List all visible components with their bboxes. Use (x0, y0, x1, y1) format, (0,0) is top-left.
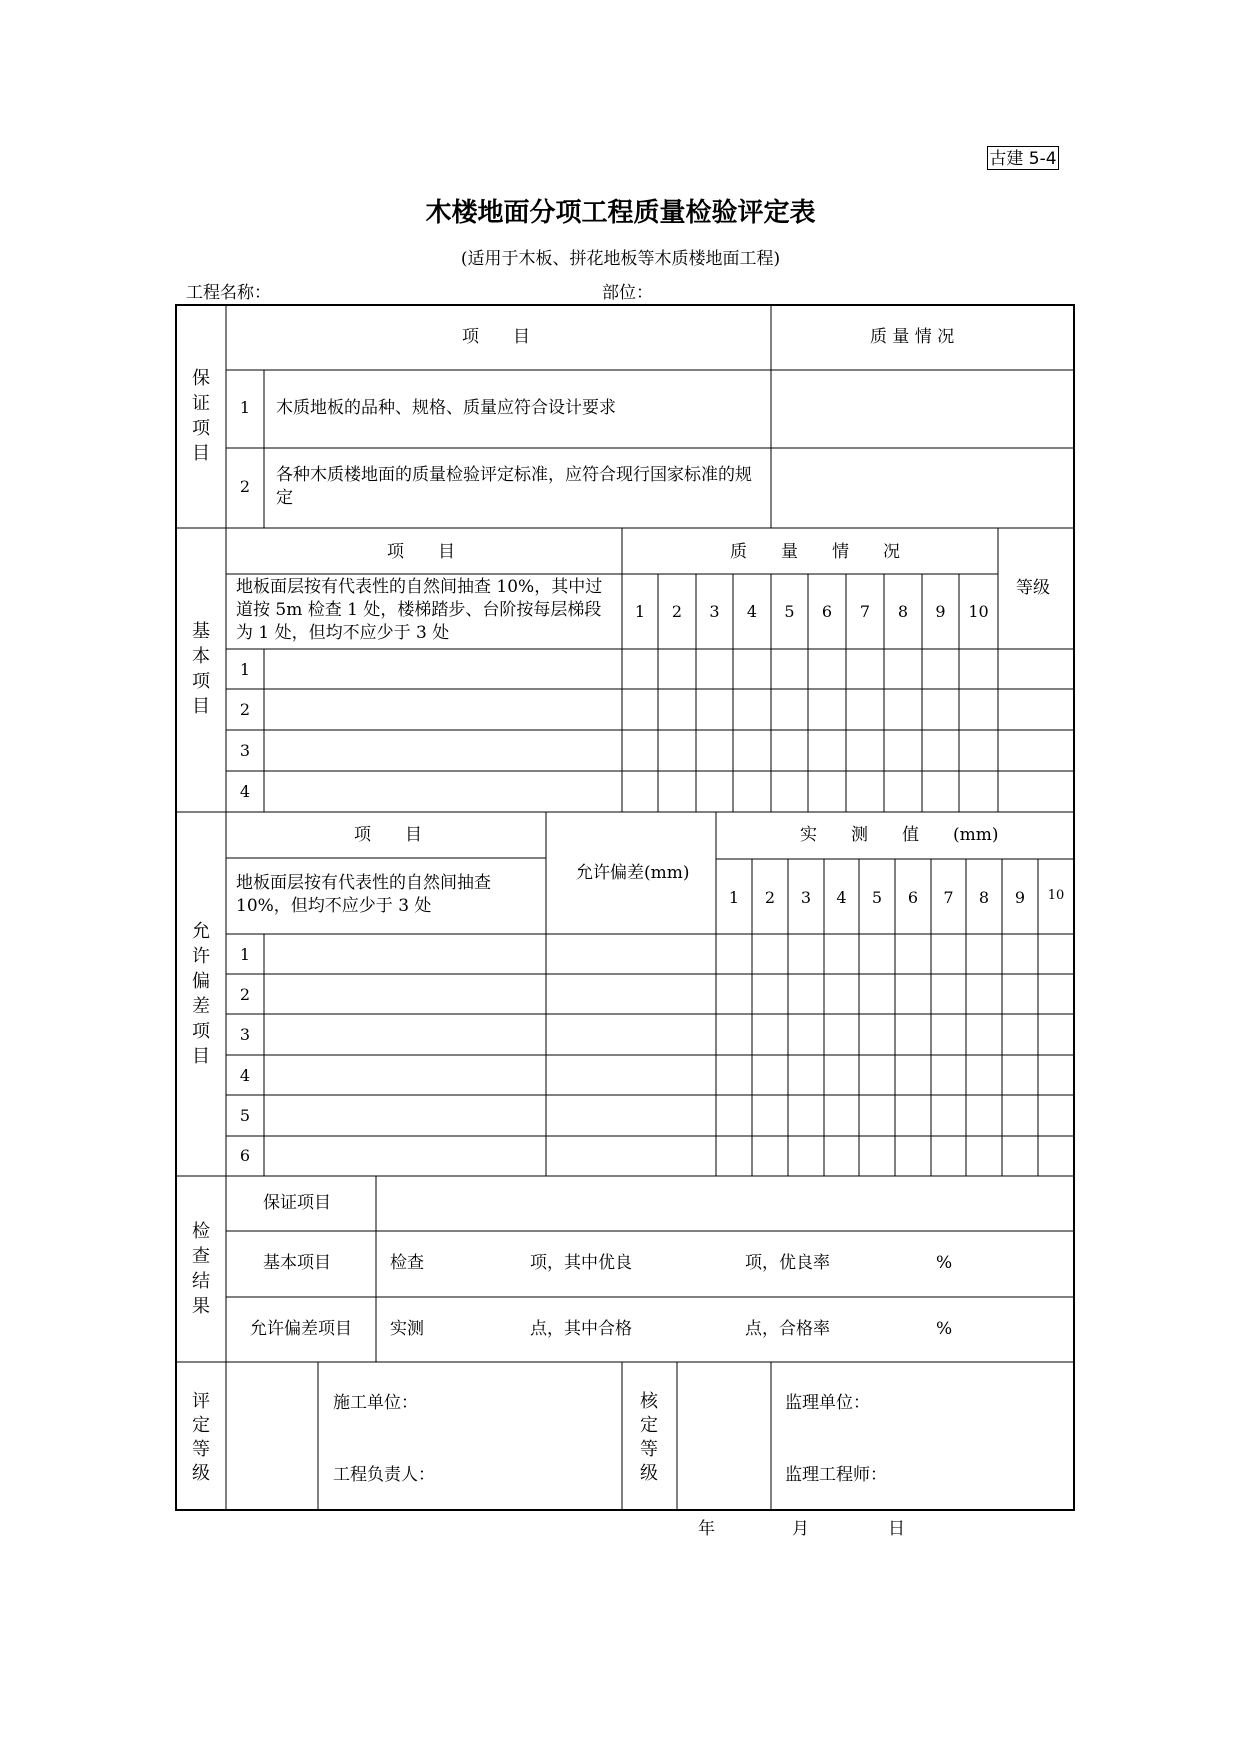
result-basic-label: 基本项目 (263, 1253, 331, 1273)
basic-side-char: 目 (192, 696, 210, 717)
deviation-col-number: 6 (907, 888, 919, 907)
guarantee-header-quality: 质 量 情 况 (870, 327, 955, 347)
deviation-side-char: 项 (192, 1021, 210, 1042)
evaluation-side-char: 级 (192, 1463, 210, 1484)
basic-col-number: 3 (709, 602, 720, 621)
guarantee-item-no: 2 (239, 477, 251, 496)
supervision-engineer-label: 监理工程师： (785, 1465, 887, 1485)
result-dev-points: 点，其中合格 (530, 1319, 632, 1339)
deviation-tolerance-label: 允许偏差(mm) (576, 863, 690, 883)
basic-row-number: 1 (239, 660, 251, 679)
deviation-side-char: 目 (192, 1046, 210, 1067)
basic-col-number: 1 (634, 602, 646, 621)
deviation-row-number: 2 (239, 985, 251, 1004)
deviation-col-number: 10 (1047, 888, 1065, 903)
verify-side-char: 核 (640, 1391, 658, 1412)
basic-row-number: 2 (239, 700, 251, 719)
date-month: 月 (792, 1519, 809, 1539)
basic-grade-label: 等级 (1016, 578, 1050, 598)
basic-side-char: 项 (192, 671, 210, 692)
evaluation-side-char: 等 (192, 1439, 210, 1460)
deviation-col-number: 5 (871, 888, 883, 907)
guarantee-item-no: 1 (239, 398, 251, 417)
result-deviation-label: 允许偏差项目 (250, 1319, 352, 1339)
deviation-row-number: 4 (239, 1066, 251, 1085)
deviation-col-number: 9 (1014, 888, 1026, 907)
result-dev-rate: 点，合格率 (745, 1319, 830, 1339)
deviation-side-char: 差 (192, 996, 210, 1017)
result-dev-measured: 实测 (390, 1319, 424, 1339)
basic-col-number: 8 (897, 602, 909, 621)
deviation-measured-label: 实 测 值 (mm) (800, 825, 999, 845)
basic-side-char: 本 (192, 646, 210, 667)
guarantee-item-text: 木质地板的品种、规格、质量应符合设计要求 (276, 398, 616, 418)
guarantee-side-char: 项 (192, 418, 210, 439)
deviation-col-number: 4 (836, 888, 847, 907)
supervision-unit-label: 监理单位： (785, 1393, 870, 1413)
project-leader-label: 工程负责人： (333, 1465, 435, 1485)
basic-col-number: 10 (968, 602, 989, 621)
basic-col-number: 5 (784, 602, 795, 621)
guarantee-side-char: 目 (192, 443, 210, 464)
deviation-side-char: 许 (192, 946, 210, 967)
result-side-char: 检 (192, 1221, 210, 1242)
result-basic-items: 项，其中优良 (530, 1253, 632, 1273)
deviation-header-item: 项 目 (354, 825, 422, 845)
basic-description: 地板面层按有代表性的自然间抽查 10%，其中过道按 5m 检查 1 处，楼梯踏步、台阶按每层梯段为 1 处，但均不应少于 3 处 (236, 577, 603, 643)
basic-header-item: 项 目 (387, 542, 455, 562)
deviation-side-char: 偏 (192, 971, 210, 992)
deviation-col-number: 2 (764, 888, 776, 907)
deviation-side-char: 允 (192, 921, 210, 942)
form-code: 古建 5-4 (987, 146, 1059, 170)
guarantee-item-text: 各种木质楼地面的质量检验评定标准，应符合现行国家标准的规定 (276, 465, 752, 508)
guarantee-side-char: 证 (192, 393, 210, 414)
result-basic-check: 检查 (390, 1253, 424, 1273)
result-side-char: 结 (192, 1271, 210, 1292)
result-side-char: 果 (192, 1296, 210, 1317)
deviation-col-number: 8 (978, 888, 990, 907)
deviation-col-number: 1 (728, 888, 740, 907)
deviation-col-number: 7 (943, 888, 954, 907)
result-dev-percent: % (936, 1319, 953, 1339)
deviation-row-number: 1 (239, 945, 251, 964)
deviation-row-number: 5 (239, 1106, 251, 1125)
deviation-description: 地板面层按有代表性的自然间抽查 10%，但均不应少于 3 处 (236, 873, 491, 916)
date-year: 年 (698, 1519, 715, 1539)
verify-side-char: 级 (640, 1463, 658, 1484)
guarantee-side-char: 保 (192, 368, 210, 389)
construction-unit-label: 施工单位： (333, 1393, 418, 1413)
basic-row-number: 4 (239, 782, 251, 801)
evaluation-side-char: 定 (192, 1415, 210, 1436)
basic-col-number: 9 (935, 602, 946, 621)
basic-side-char: 基 (192, 621, 210, 642)
basic-col-number: 6 (821, 602, 833, 621)
basic-col-number: 7 (859, 602, 871, 621)
evaluation-side-char: 评 (192, 1391, 210, 1412)
page-subtitle: (适用于木板、拼花地板等木质楼地面工程) (460, 249, 781, 269)
result-basic-percent: % (936, 1253, 953, 1273)
basic-row-number: 3 (239, 741, 251, 760)
location-label: 部位： (602, 283, 653, 303)
project-name-label: 工程名称： (186, 283, 271, 303)
result-basic-rate: 项，优良率 (745, 1253, 830, 1273)
result-side-char: 查 (192, 1246, 210, 1267)
deviation-row-number: 3 (239, 1025, 251, 1044)
result-guarantee-label: 保证项目 (263, 1193, 331, 1213)
page-title: 木楼地面分项工程质量检验评定表 (425, 198, 816, 228)
basic-header-quality: 质 量 情 况 (730, 542, 900, 562)
date-day: 日 (888, 1519, 905, 1539)
verify-side-char: 等 (640, 1439, 658, 1460)
deviation-col-number: 3 (800, 888, 812, 907)
guarantee-header-item: 项 目 (462, 327, 530, 347)
basic-col-number: 4 (746, 602, 758, 621)
basic-col-number: 2 (671, 602, 683, 621)
verify-side-char: 定 (640, 1415, 658, 1436)
deviation-row-number: 6 (239, 1146, 251, 1165)
